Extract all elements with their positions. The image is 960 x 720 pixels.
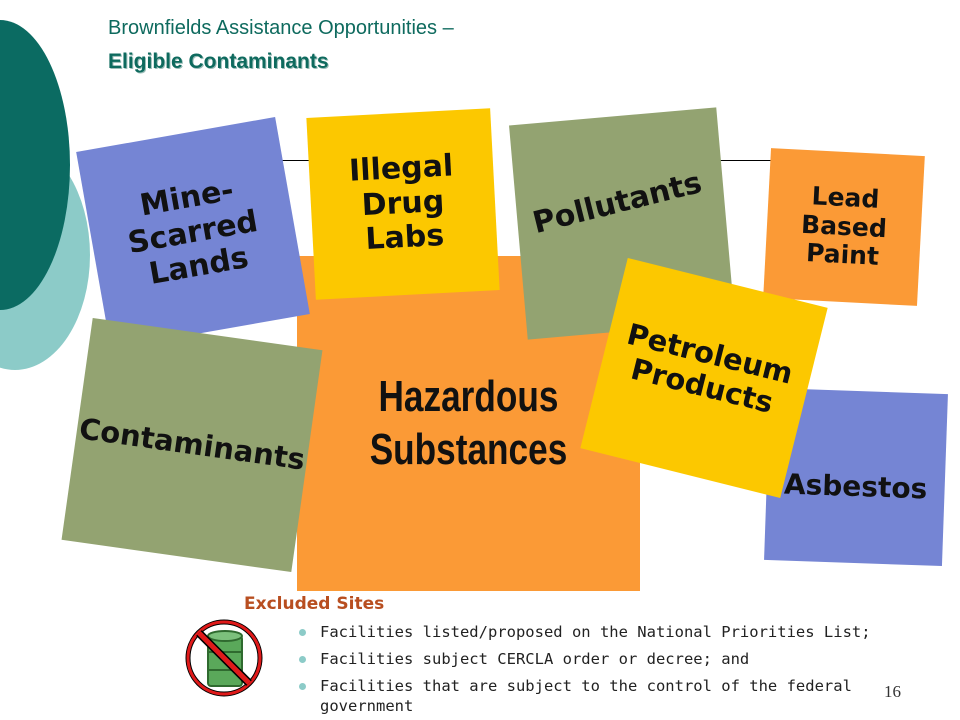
card-contaminants [62, 318, 323, 572]
card-mine-scarred-lands [76, 117, 310, 349]
card-pollutants-label: Pollutants [528, 165, 705, 242]
card-mine-scarred-lands-label: Mine- Scarred Lands [125, 172, 261, 293]
card-lead-based-paint [763, 148, 925, 306]
card-hazardous-substances-label: Hazardous Substances [369, 371, 568, 474]
card-petroleum-products-label: Petroleum Products [623, 316, 797, 420]
list-item: Facilities subject CERCLA order or decree; and [298, 649, 878, 676]
card-asbestos-label: Asbestos [783, 467, 928, 506]
excluded-sites-list [298, 622, 878, 715]
excluded-sites-heading: Excluded Sites [244, 594, 385, 614]
card-illegal-drug-labs-label: Illegal Drug Labs [348, 148, 455, 258]
list-item: Facilities that are subject to the control of the federal government [298, 676, 878, 703]
slide-title-line1: Brownfields Assistance Opportunities – [108, 17, 454, 39]
list-item: Facilities listed/proposed on the National Priorities List; [298, 622, 878, 649]
prohibited-barrel-icon [180, 614, 268, 702]
card-illegal-drug-labs [306, 108, 499, 299]
card-contaminants-label: Contaminants [77, 411, 308, 477]
page-number: 16 [884, 682, 901, 701]
slide-title-line2: Eligible Contaminants [108, 50, 329, 73]
card-lead-based-paint-label: Lead Based Paint [800, 181, 888, 272]
